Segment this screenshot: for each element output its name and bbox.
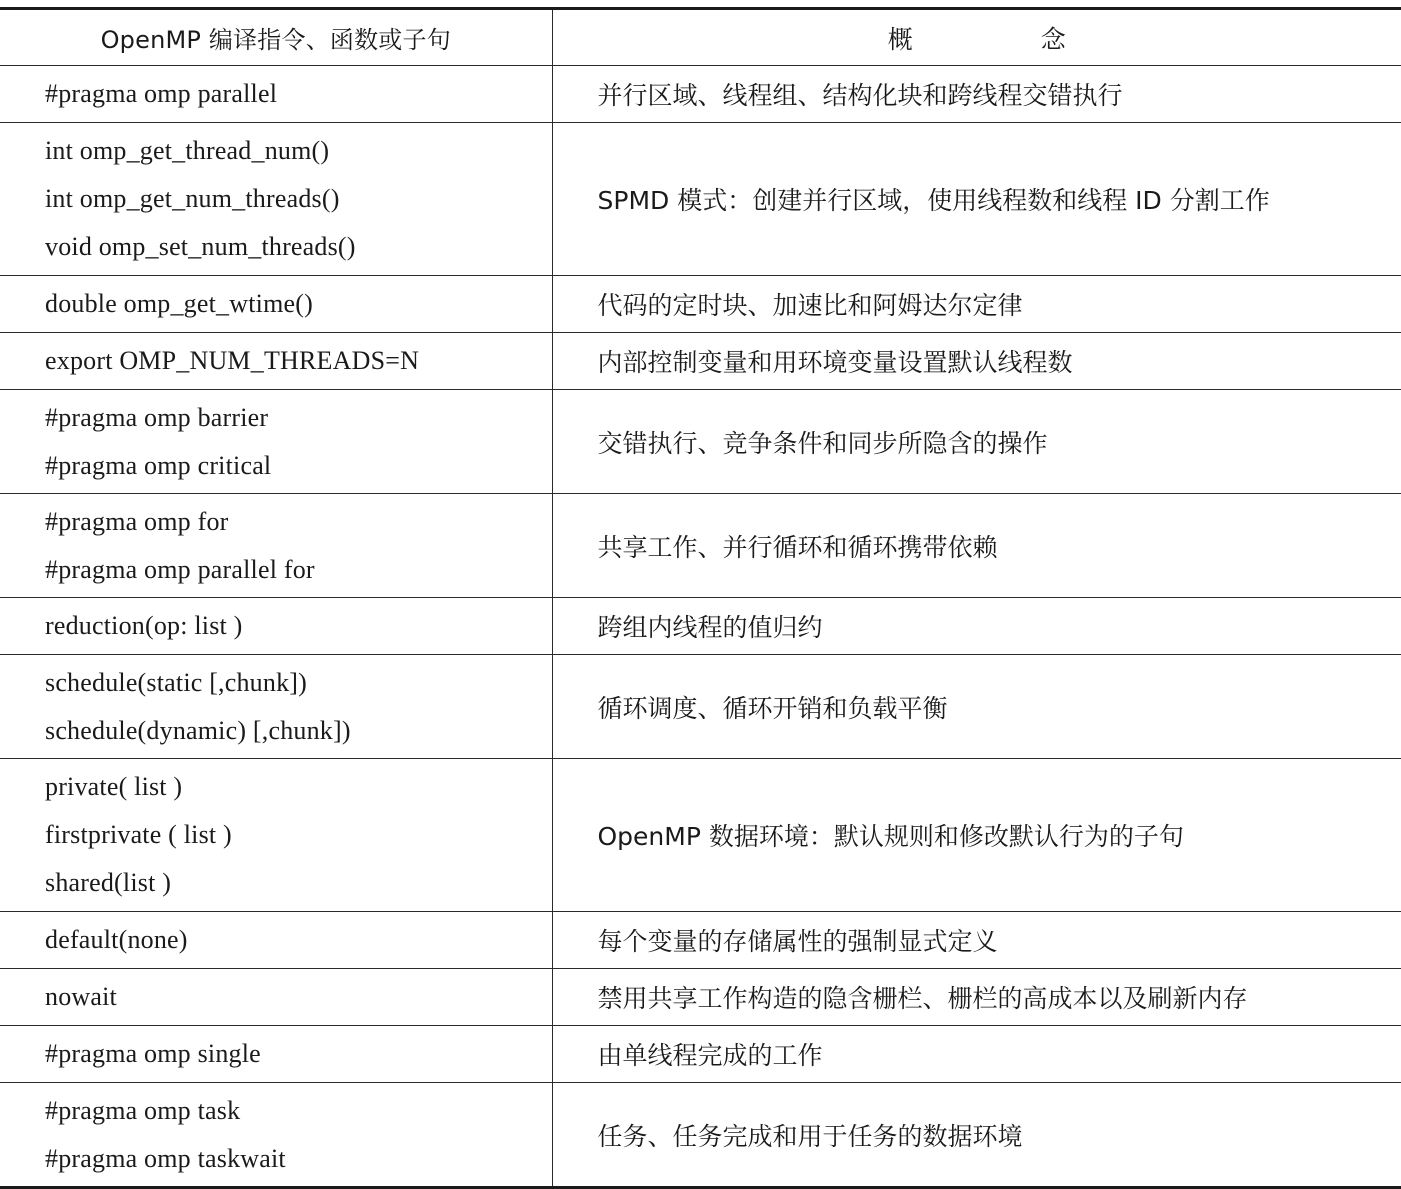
- table-body: [0, 66, 1401, 1188]
- directive-line: schedule(dynamic) [,chunk]): [45, 715, 351, 745]
- directive-line: #pragma omp task: [45, 1095, 241, 1125]
- directive-line: shared(list ): [45, 868, 172, 897]
- concept-cell: 每个变量的存储属性的强制显式定义: [597, 927, 998, 956]
- directive-line: #pragma omp taskwait: [45, 1143, 286, 1173]
- directive-line: double omp_get_wtime(): [45, 289, 313, 318]
- table-row: [0, 912, 1401, 969]
- directive-cell: [0, 66, 552, 123]
- directive-line: reduction(op: list ): [45, 611, 243, 640]
- directive-cell: [0, 494, 552, 598]
- directive-cell: [0, 598, 552, 655]
- concept-cell: 共享工作、并行循环和循环携带依赖: [597, 532, 998, 562]
- directive-cell: [0, 1083, 552, 1188]
- directive-line: #pragma omp critical: [45, 450, 272, 480]
- openmp-concepts-table: [0, 7, 1401, 1189]
- concept-cell: 由单线程完成的工作: [597, 1041, 823, 1070]
- concept-cell: SPMD 模式：创建并行区域，使用线程数和线程 ID 分割工作: [597, 186, 1270, 215]
- table-row: [0, 598, 1401, 655]
- header-directive: OpenMP 编译指令、函数或子句: [0, 9, 552, 66]
- table-row: [0, 655, 1401, 759]
- openmp-concepts-table-container: [0, 7, 1401, 1189]
- table-row: [0, 66, 1401, 123]
- directive-cell: [0, 123, 552, 276]
- concept-cell: 并行区域、线程组、结构化块和跨线程交错执行: [597, 81, 1123, 110]
- concept-cell: 跨组内线程的值归约: [597, 613, 823, 642]
- directive-line: export OMP_NUM_THREADS=N: [45, 346, 420, 375]
- header-concept: 概 念: [887, 24, 1126, 54]
- concept-cell: 代码的定时块、加速比和阿姆达尔定律: [597, 291, 1023, 320]
- directive-line: #pragma omp parallel: [45, 79, 278, 108]
- directive-cell: [0, 969, 552, 1026]
- concept-cell: 交错执行、竞争条件和同步所隐含的操作: [597, 428, 1048, 458]
- directive-cell: [0, 390, 552, 494]
- directive-line: int omp_get_thread_num(): [45, 136, 330, 165]
- table-row: [0, 759, 1401, 912]
- directive-line: firstprivate ( list ): [45, 820, 232, 849]
- concept-cell: 循环调度、循环开销和负载平衡: [597, 693, 948, 723]
- directive-cell: [0, 655, 552, 759]
- directive-line: #pragma omp barrier: [45, 402, 269, 432]
- directive-line: void omp_set_num_threads(): [45, 232, 356, 261]
- table-header-row: [0, 9, 1401, 66]
- table-row: [0, 123, 1401, 276]
- table-row: [0, 276, 1401, 333]
- table-row: [0, 333, 1401, 390]
- directive-cell: [0, 912, 552, 969]
- table-row: [0, 1083, 1401, 1188]
- directive-cell: [0, 1026, 552, 1083]
- concept-cell: 禁用共享工作构造的隐含栅栏、栅栏的高成本以及刷新内存: [597, 984, 1248, 1013]
- concept-cell: OpenMP 数据环境：默认规则和修改默认行为的子句: [597, 822, 1184, 851]
- directive-line: nowait: [45, 982, 117, 1011]
- directive-line: private( list ): [45, 772, 183, 801]
- directive-cell: [0, 276, 552, 333]
- table-row: [0, 494, 1401, 598]
- table-row: [0, 1026, 1401, 1083]
- directive-cell: [0, 333, 552, 390]
- directive-line: #pragma omp single: [45, 1039, 261, 1068]
- table-row: [0, 969, 1401, 1026]
- concept-cell: 内部控制变量和用环境变量设置默认线程数: [597, 348, 1073, 377]
- directive-line: default(none): [45, 925, 188, 954]
- directive-cell: [0, 759, 552, 912]
- directive-line: schedule(static [,chunk]): [45, 667, 308, 697]
- concept-cell: 任务、任务完成和用于任务的数据环境: [597, 1121, 1023, 1151]
- table-row: [0, 390, 1401, 494]
- directive-line: #pragma omp parallel for: [45, 554, 315, 584]
- directive-line: int omp_get_num_threads(): [45, 184, 340, 213]
- directive-line: #pragma omp for: [45, 506, 229, 536]
